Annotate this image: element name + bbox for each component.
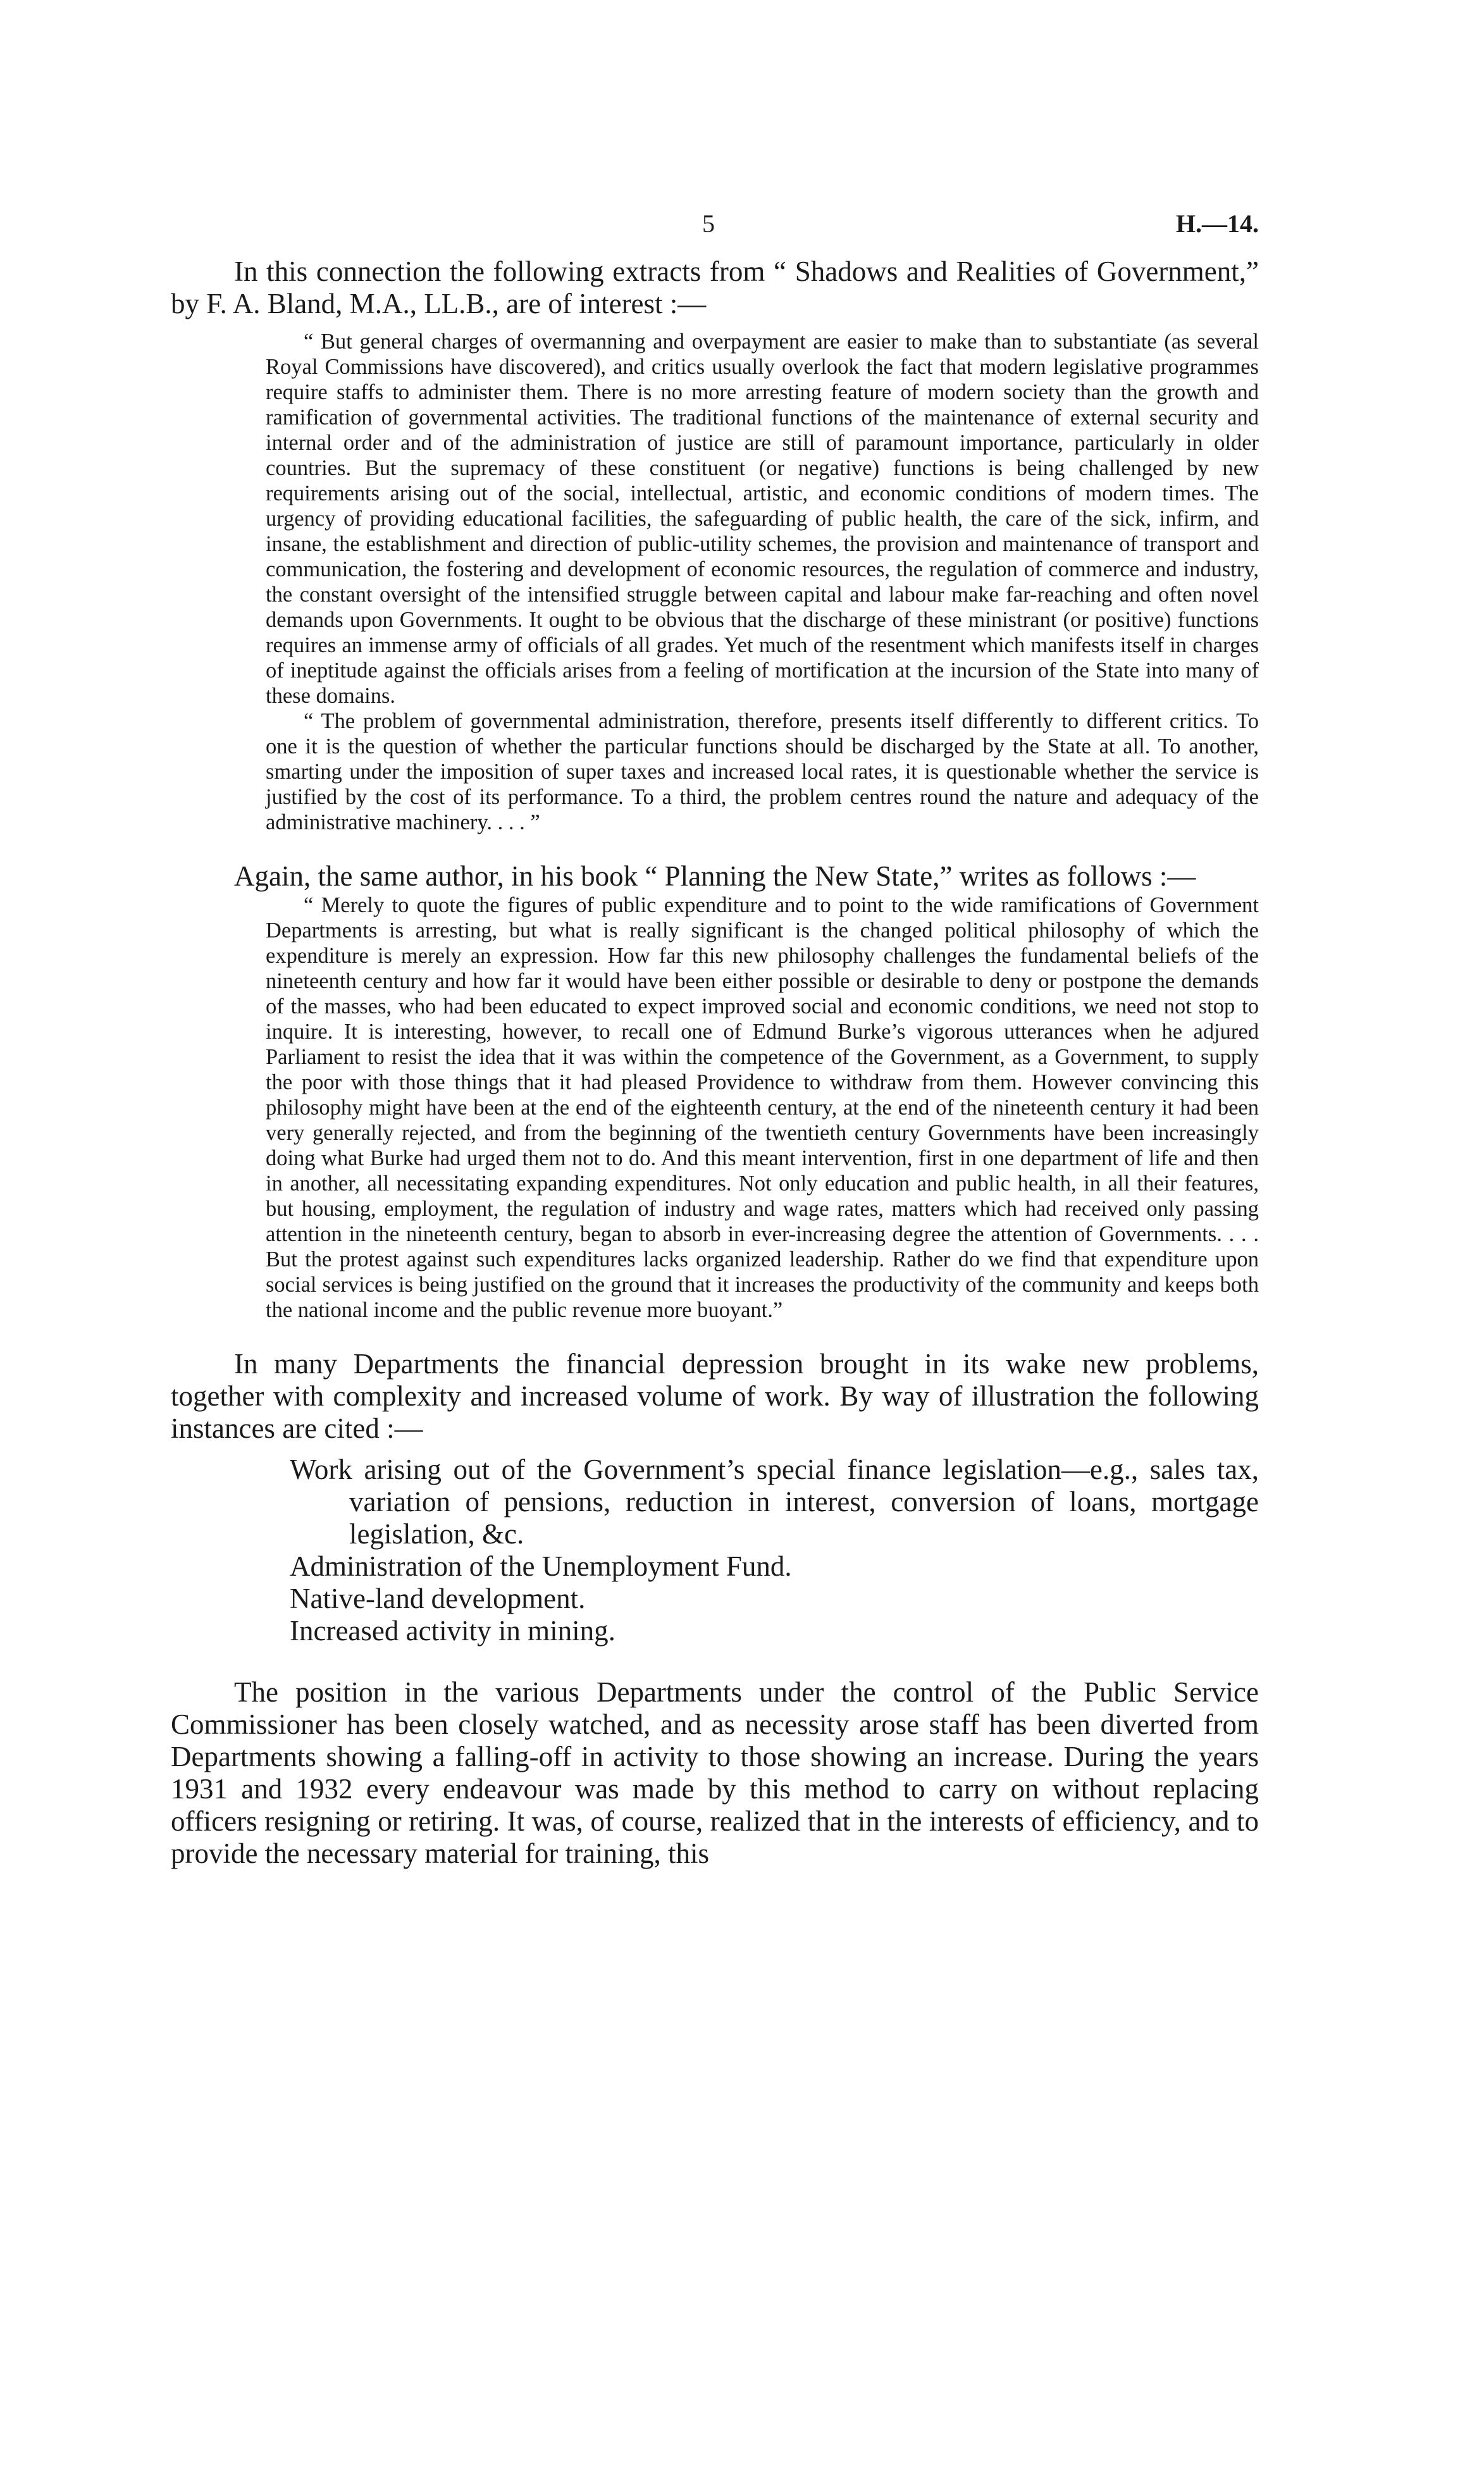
quote-planning-the-new-state (266, 893, 1259, 1323)
position-paragraph: The position in the various Departments under the control of the Public Service Commissioner has been closely watched, and as necessity arose staff has been diverted from Departments showing a falling-off in activity to those showing an increase. During the years 1931 and 1932 every endeavour was made by this method to carry on without replacing officers resigning or retiring. It was, of course, realized that in the interests of efficiency, and to provide the necessary material for training, this (171, 1676, 1259, 1869)
quote-paragraph: “ The problem of governmental administration, therefore, presents itself differently to different critics. To one it is the question of whether the particular functions should be discharged by the State at all. To another, smarting under the imposition of super taxes and increased local rates, it is questionable whether the service is justified by the cost of its performance. To a third, the problem centres round the nature and adequacy of the administrative machinery. . . . ” (266, 709, 1259, 834)
list-item: Native-land development. (290, 1583, 586, 1614)
instances-list (290, 1454, 1259, 1647)
depression-paragraph: In many Departments the financial depression brought in its wake new problems, together with complexity and increased volume of work. By way of illustration the following instances are cited :— (171, 1348, 1259, 1444)
intro-paragraph-planning: Again, the same author, in his book “ Planning the New State,” writes as follows :— (234, 860, 1196, 892)
list-item: Work arising out of the Government’s special finance legislation—e.g., sales tax, variation of pensions, reduction in interest, conversion of loans, mortgage legislation, &c. (290, 1454, 1259, 1550)
quote-paragraph: “ Merely to quote the figures of public expenditure and to point to the wide ramifications of Government Departments is arresting, but what is really significant is the changed political philosophy of which the expenditure is merely an expression. How far this new philosophy challenges the fundamental beliefs of the nineteenth century and how far it would have been either possible or desirable to deny or postpone the demands of the masses, who had been educated to expect improved social and economic conditions, we need not stop to inquire. It is interesting, however, to recall one of Edmund Burke’s vigorous utterances when he adjured Parliament to resist the idea that it was within the competence of the Government, as a Government, to supply the poor with those things that it had pleased Providence to withdraw from them. However convincing this philosophy might have been at the end of the eighteenth century, at the end of the nineteenth century it had been very generally rejected, and from the beginning of the twentieth century Governments have been increasingly doing what Burke had urged them not to do. And this meant intervention, first in one department of life and then in another, all necessitating expanding expenditures. Not only education and public health, in all their features, but housing, employment, the regulation of industry and wage rates, matters which had received only passing attention in the nineteenth century, began to absorb in ever-increasing degree the attention of Governments. . . . But the protest against such expenditures lacks organized leadership. Rather do we find that expenditure upon social services is being justified on the ground that it increases the productivity of the community and keeps both the national income and the public revenue more buoyant.” (266, 893, 1259, 1322)
document-page (171, 209, 1259, 1870)
page-number: 5 (702, 209, 715, 238)
quote-paragraph: “ But general charges of overmanning and overpayment are easier to make than to substantiate (as several Royal Commissions have discovered), and critics usually overlook the fact that modern legislative programmes require staffs to administer them. There is no more arresting feature of modern society than the growth and ramification of governmental activities. The traditional functions of the maintenance of external security and internal order and of the administration of justice are still of paramount importance, particularly in older countries. But the supremacy of these constituent (or negative) functions is being challenged by new requirements arising out of the social, intellectual, artistic, and economic conditions of modern times. The urgency of providing educational facilities, the safeguarding of public health, the care of the sick, infirm, and insane, the establishment and direction of public-utility schemes, the provision and maintenance of transport and communication, the fostering and development of economic resources, the regulation of commerce and industry, the constant oversight of the intensified struggle between capital and labour make far-reaching and often novel demands upon Governments. It ought to be obvious that the discharge of these ministrant (or positive) functions requires an immense army of officials of all grades. Yet much of the resentment which manifests itself in charges of ineptitude against the officials arises from a feeling of mortification at the incursion of the State into many of these domains. (266, 330, 1259, 708)
document-reference: H.—14. (1175, 209, 1259, 238)
intro-paragraph-shadows: In this connection the following extracts from “ Shadows and Realities of Government,” by F. A. Bland, M.A., LL.B., are of interest :— (171, 256, 1259, 319)
list-item: Increased activity in mining. (290, 1615, 615, 1647)
list-item: Administration of the Unemployment Fund. (290, 1550, 792, 1582)
page-header (171, 209, 1259, 247)
quote-shadows-and-realities (266, 329, 1259, 835)
